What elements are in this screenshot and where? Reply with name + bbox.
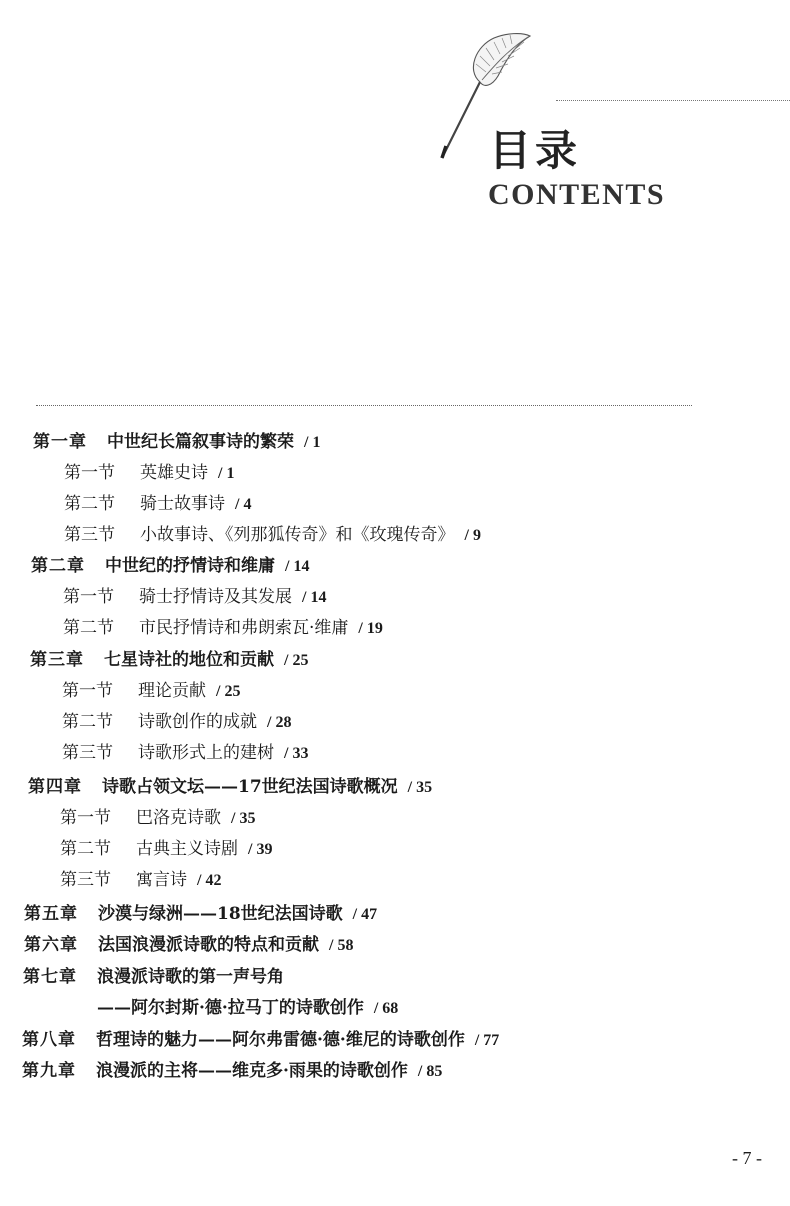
toc-title: 中世纪长篇叙事诗的繁荣 bbox=[107, 432, 294, 452]
toc-page: / 25 bbox=[216, 683, 241, 700]
page-number: - 7 - bbox=[732, 1148, 762, 1168]
toc-page: / 68 bbox=[373, 1000, 399, 1017]
toc-page: / 85 bbox=[417, 1063, 443, 1080]
toc-section[interactable] bbox=[60, 804, 255, 832]
toc-section[interactable] bbox=[64, 459, 234, 487]
toc-page: / 47 bbox=[352, 906, 378, 923]
toc-section[interactable] bbox=[60, 866, 221, 894]
toc-title: 哲理诗的魅力——阿尔弗雷德·德·维尼的诗歌创作 bbox=[96, 1030, 465, 1050]
toc-page: / 58 bbox=[329, 937, 354, 954]
toc-label: 第八章 bbox=[22, 1030, 76, 1050]
toc-label: 第二节 bbox=[64, 494, 115, 514]
toc-chapter-5[interactable] bbox=[24, 900, 377, 928]
toc-title: 七星诗社的地位和贡献 bbox=[104, 650, 274, 670]
toc-page: / 28 bbox=[267, 714, 292, 731]
toc-section[interactable] bbox=[63, 583, 326, 611]
toc-label: 第五章 bbox=[24, 904, 78, 924]
toc-page: / 42 bbox=[197, 872, 222, 889]
toc-page: / 35 bbox=[407, 779, 433, 796]
toc-label: 第二节 bbox=[60, 839, 111, 859]
toc-label: 第三节 bbox=[60, 870, 111, 890]
toc-page: / 35 bbox=[231, 810, 256, 827]
toc-label: 第二节 bbox=[62, 712, 113, 732]
toc-label: 第一节 bbox=[60, 808, 111, 828]
toc-section[interactable] bbox=[63, 614, 383, 642]
toc-chapter-8[interactable] bbox=[22, 1026, 499, 1054]
toc-label: 第四章 bbox=[28, 777, 82, 797]
toc-page: / 9 bbox=[464, 527, 481, 544]
page-title-cn: 目录 bbox=[489, 126, 582, 175]
page-title-en: CONTENTS bbox=[488, 178, 666, 211]
toc-chapter-7-subtitle[interactable] bbox=[23, 994, 398, 1022]
toc-label: 第三节 bbox=[62, 743, 113, 763]
toc-page: / 77 bbox=[474, 1032, 500, 1049]
toc-label: 第七章 bbox=[23, 967, 77, 987]
toc-chapter-2[interactable] bbox=[31, 552, 309, 580]
toc-label: 第一节 bbox=[62, 681, 113, 701]
toc-page: / 4 bbox=[235, 496, 252, 513]
toc-label: 第二节 bbox=[63, 618, 114, 638]
toc-title: 骑士故事诗 bbox=[140, 494, 225, 514]
toc-title: 法国浪漫派诗歌的特点和贡献 bbox=[98, 935, 319, 955]
toc-title: 寓言诗 bbox=[136, 870, 187, 890]
toc-title: 小故事诗、《列那狐传奇》和《玫瑰传奇》 bbox=[140, 525, 455, 545]
toc-page: / 25 bbox=[284, 652, 309, 669]
toc-divider bbox=[36, 405, 692, 406]
toc-section[interactable] bbox=[62, 677, 240, 705]
toc-label: 第九章 bbox=[22, 1061, 76, 1081]
toc-title: 沙漠与绿洲——18世纪法国诗歌 bbox=[98, 904, 343, 924]
toc-page: / 1 bbox=[218, 465, 235, 482]
toc-section[interactable] bbox=[62, 708, 291, 736]
header-divider bbox=[556, 100, 790, 101]
toc-section[interactable] bbox=[64, 521, 481, 549]
toc-chapter-9[interactable] bbox=[22, 1057, 442, 1085]
toc-title: 浪漫派的主将——维克多·雨果的诗歌创作 bbox=[96, 1061, 408, 1081]
toc-page: / 14 bbox=[302, 589, 327, 606]
toc-title: 古典主义诗剧 bbox=[136, 839, 238, 859]
toc-title: 诗歌形式上的建树 bbox=[138, 743, 274, 763]
toc-chapter-7[interactable] bbox=[23, 963, 284, 991]
toc-title: 诗歌创作的成就 bbox=[138, 712, 257, 732]
toc-page: / 1 bbox=[304, 434, 321, 451]
toc-page: / 39 bbox=[248, 841, 273, 858]
toc-title: ——阿尔封斯·德·拉马丁的诗歌创作 bbox=[97, 998, 364, 1018]
toc-label: 第二章 bbox=[31, 556, 85, 576]
toc-chapter-1[interactable] bbox=[33, 428, 320, 456]
toc-title: 英雄史诗 bbox=[140, 463, 208, 483]
toc-chapter-6[interactable] bbox=[24, 931, 353, 959]
toc-title: 巴洛克诗歌 bbox=[136, 808, 221, 828]
toc-title: 理论贡献 bbox=[138, 681, 206, 701]
toc-title: 诗歌占领文坛——17世纪法国诗歌概况 bbox=[102, 777, 398, 797]
toc-title: 浪漫派诗歌的第一声号角 bbox=[97, 967, 284, 987]
toc-label: 第三节 bbox=[64, 525, 115, 545]
toc-label: 第一章 bbox=[33, 432, 87, 452]
toc-page: / 33 bbox=[284, 745, 309, 762]
toc-page: / 19 bbox=[358, 620, 383, 637]
toc-title: 骑士抒情诗及其发展 bbox=[139, 587, 292, 607]
toc-section[interactable] bbox=[60, 835, 272, 863]
toc-label: 第一节 bbox=[64, 463, 115, 483]
toc-chapter-4[interactable] bbox=[28, 773, 432, 801]
toc-chapter-3[interactable] bbox=[30, 646, 308, 674]
toc-label: 第三章 bbox=[30, 650, 84, 670]
toc-section[interactable] bbox=[62, 739, 308, 767]
toc-label: 第一节 bbox=[63, 587, 114, 607]
toc-title: 市民抒情诗和弗朗索瓦·维庸 bbox=[139, 618, 349, 638]
toc-title: 中世纪的抒情诗和维庸 bbox=[105, 556, 275, 576]
toc-section[interactable] bbox=[64, 490, 251, 518]
toc-page: / 14 bbox=[285, 558, 310, 575]
toc-label: 第六章 bbox=[24, 935, 78, 955]
